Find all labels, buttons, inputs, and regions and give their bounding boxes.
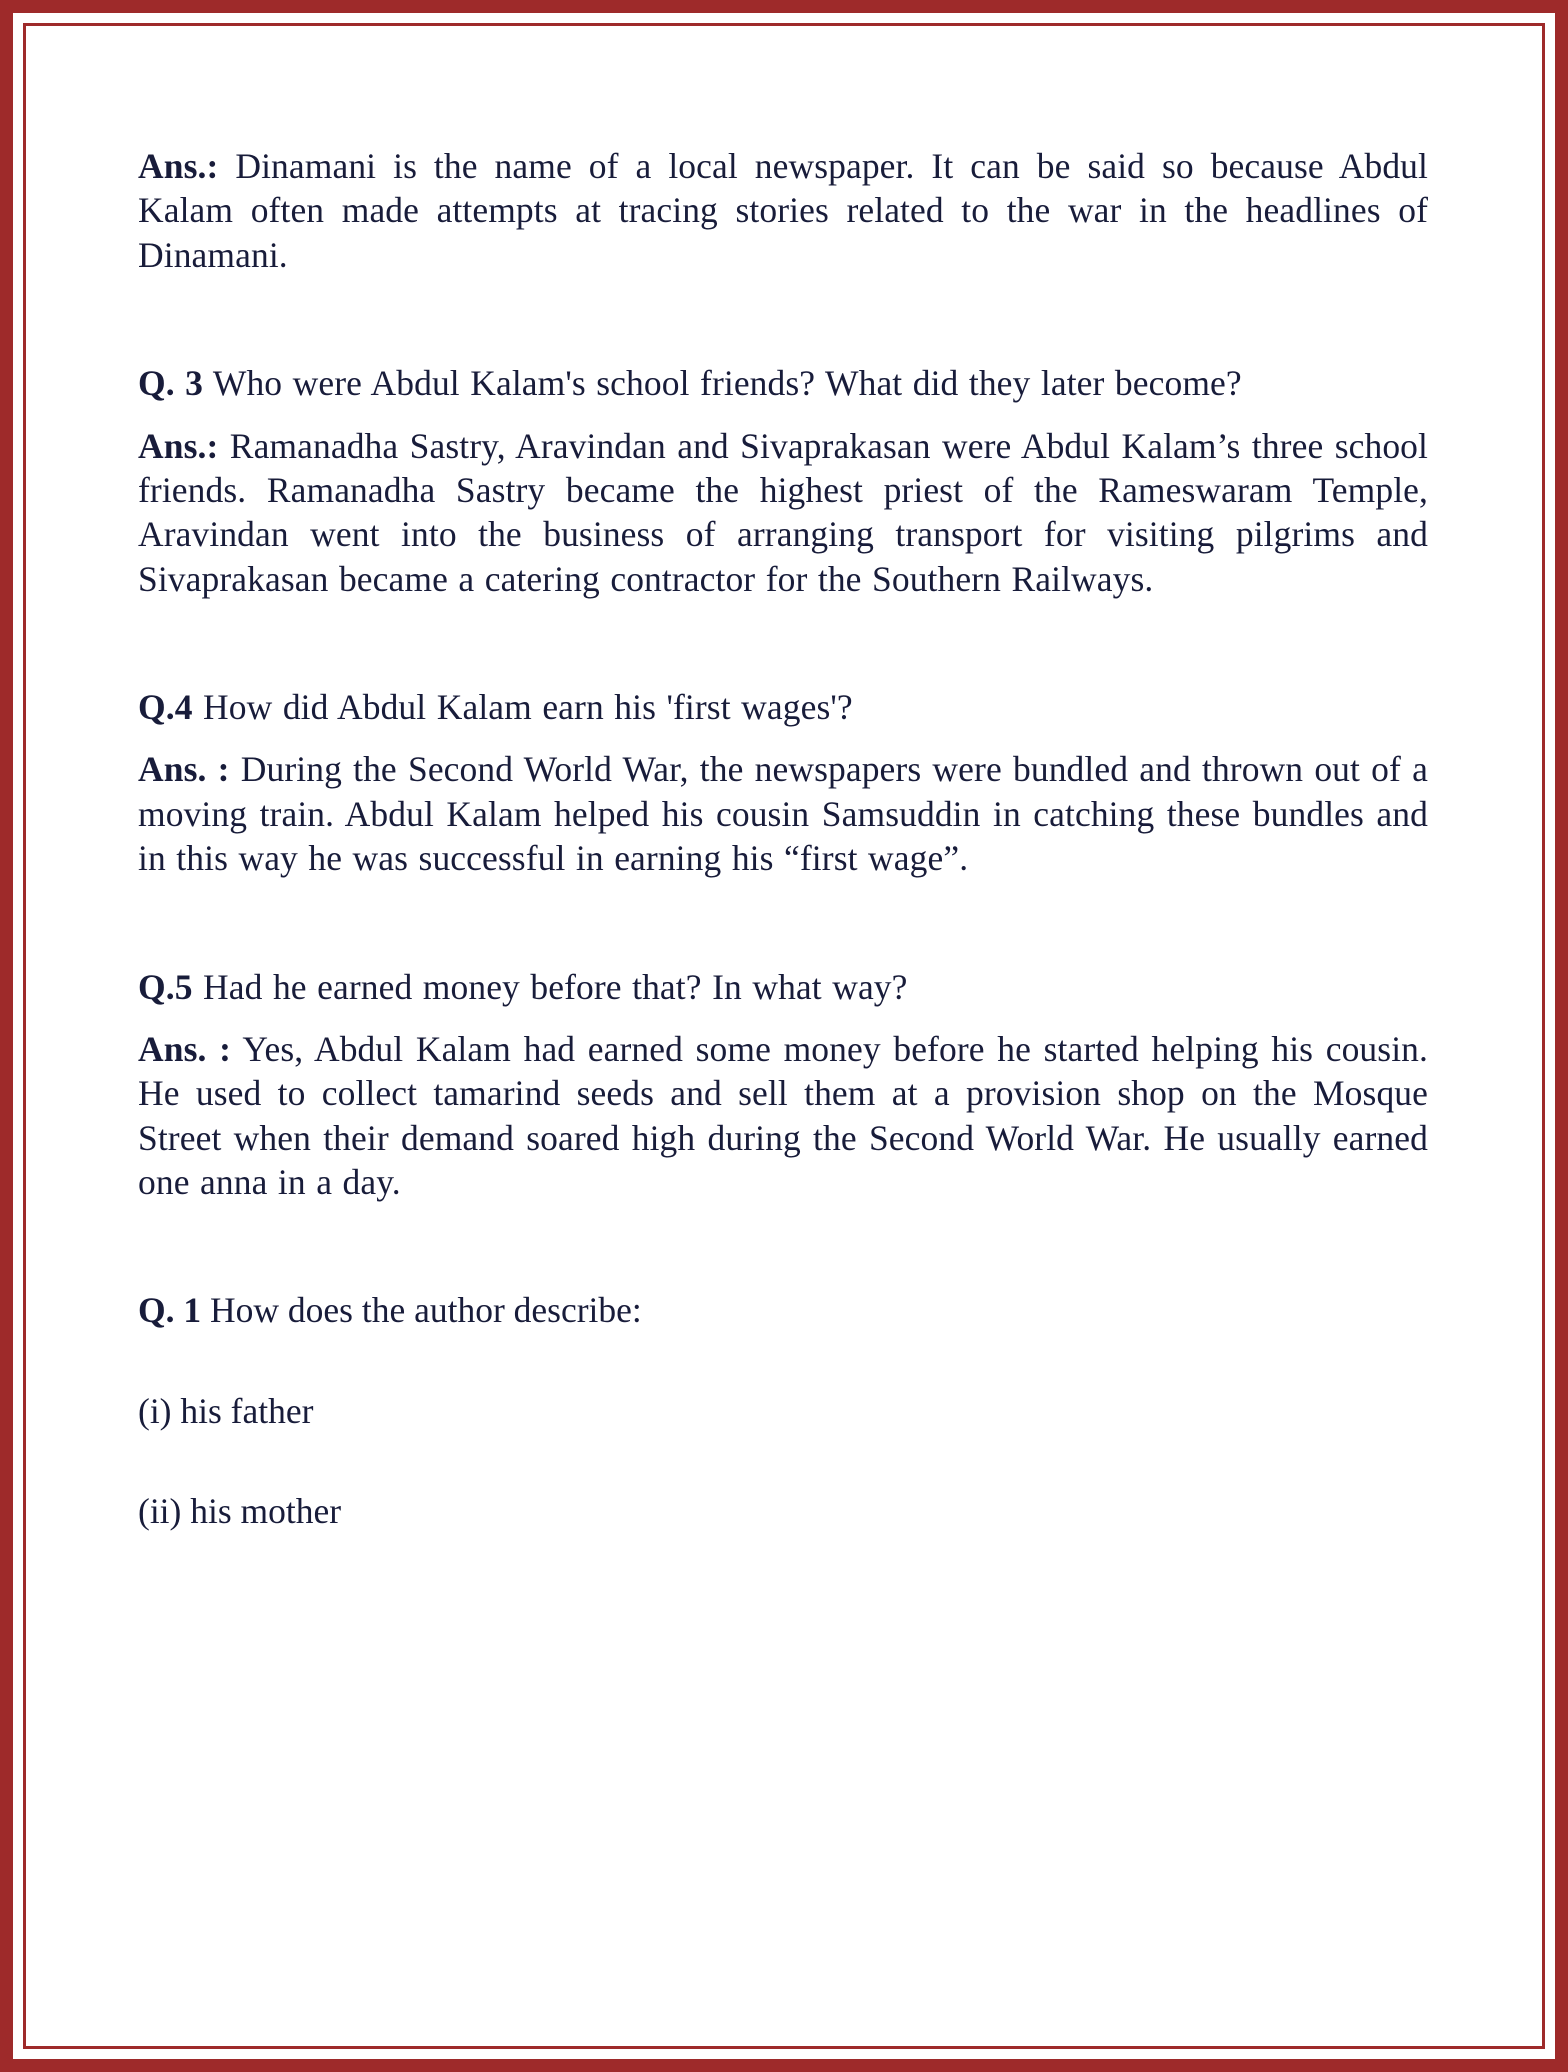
spacer bbox=[138, 1333, 1428, 1389]
answer-4-text: During the Second World War, the newspapers were bundled and thrown out of a moving train. Abdul Kalam helped his cousin Samsuddin in catching these bundles and in this way he was successful in earning his “first wage”. bbox=[138, 749, 1428, 879]
answer-2-text: Dinamani is the name of a local newspaper. It can be said so because Abdul Kalam often made attempts at tracing stories related to the war in the headlines of Dinamani. bbox=[138, 146, 1428, 275]
answer-5-paragraph bbox=[138, 1027, 1428, 1205]
spacer bbox=[138, 1204, 1428, 1288]
question-3-text: Who were Abdul Kalam's school friends? What did they later become? bbox=[203, 363, 1242, 404]
document-content bbox=[138, 144, 1428, 1534]
spacer bbox=[138, 729, 1428, 747]
list-item-ii: (ii) his mother bbox=[138, 1491, 342, 1532]
question-3-paragraph bbox=[138, 361, 1428, 405]
question-3-label: Q. 3 bbox=[138, 363, 204, 404]
question-5-paragraph bbox=[138, 965, 1428, 1009]
question-4-label: Q.4 bbox=[138, 687, 193, 727]
answer-3-paragraph bbox=[138, 424, 1428, 602]
question-4-text: How did Abdul Kalam earn his 'first wages'? bbox=[192, 687, 853, 727]
question-1-text: How does the author describe: bbox=[201, 1290, 642, 1331]
answer-5-label: Ans. : bbox=[138, 1028, 232, 1069]
answer-2-label: Ans.: bbox=[138, 146, 219, 186]
question-5-label: Q.5 bbox=[138, 966, 193, 1007]
spacer bbox=[138, 406, 1428, 424]
spacer bbox=[138, 1009, 1428, 1027]
answer-3-label: Ans.: bbox=[138, 425, 219, 466]
question-4-paragraph bbox=[138, 685, 1428, 729]
spacer bbox=[138, 601, 1428, 685]
spacer bbox=[138, 277, 1428, 361]
spacer bbox=[138, 881, 1428, 965]
answer-4-paragraph bbox=[138, 747, 1428, 880]
answer-4-label: Ans. : bbox=[138, 749, 230, 790]
answer-3-text: Ramanadha Sastry, Aravindan and Sivaprakasan were Abdul Kalam’s three school friends. Ramanadha Sastry became the highest priest of the Rameswaram Temple, Aravindan went into the business of arranging transport for visiting pilgrims and Sivaprakasan became a catering contractor for the Southern Railways. bbox=[138, 425, 1428, 599]
question-5-text: Had he earned money before that? In what way? bbox=[192, 966, 908, 1007]
answer-2-paragraph bbox=[138, 144, 1428, 277]
question-1-label: Q. 1 bbox=[138, 1290, 202, 1331]
answer-5-text: Yes, Abdul Kalam had earned some money before he started helping his cousin. He used to collect tamarind seeds and sell them at a provision shop on the Mosque Street when their demand soared high during the Second World War. He usually earned one anna in a day. bbox=[138, 1028, 1428, 1202]
page-border-inner bbox=[23, 23, 1545, 2049]
question-1-paragraph bbox=[138, 1288, 1428, 1332]
list-item-i: (i) his father bbox=[138, 1390, 314, 1431]
spacer bbox=[138, 1433, 1428, 1489]
